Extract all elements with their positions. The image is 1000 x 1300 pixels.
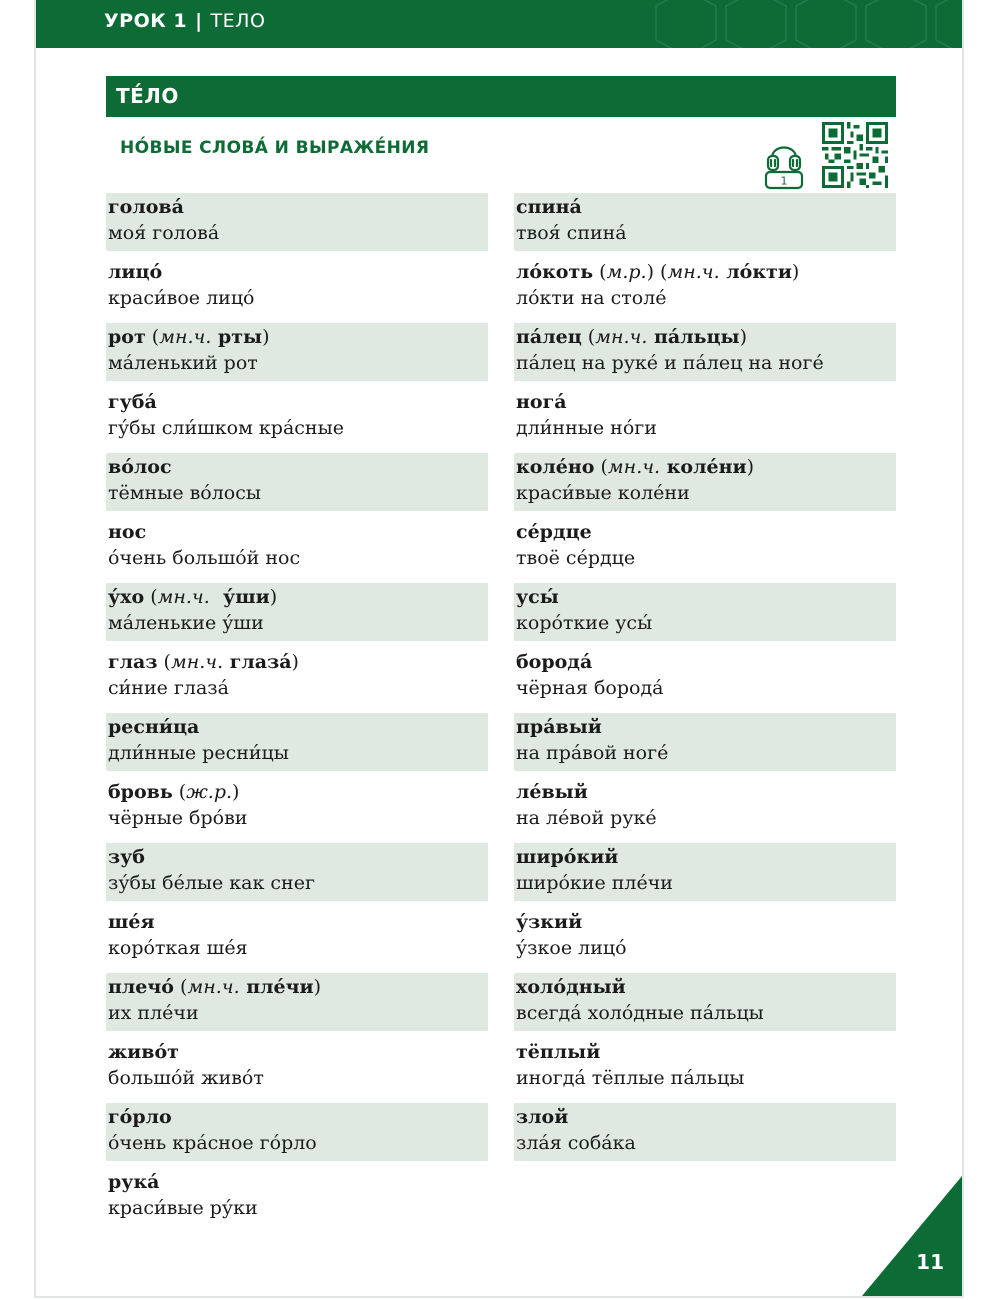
corner-triangle-decoration	[862, 1176, 962, 1296]
vocab-example: па́лец на руке́ и па́лец на ноге́	[516, 352, 824, 374]
vocab-entry	[514, 843, 896, 901]
vocab-entry	[514, 713, 896, 771]
vocab-word: ше́я	[108, 911, 155, 933]
vocab-example: о́чень кра́сное го́рло	[108, 1132, 317, 1154]
grammar-note: (мн.ч.	[581, 326, 648, 348]
vocab-word: во́лос	[108, 456, 172, 478]
vocab-word: ло́коть	[516, 261, 594, 283]
audio-track-number: 1	[780, 174, 788, 188]
vocab-entry	[106, 1168, 488, 1226]
vocab-word: усы́	[516, 586, 559, 608]
vocab-word: нос	[108, 521, 147, 543]
vocab-entry	[106, 1038, 488, 1096]
vocab-entry: рот (мн.ч. рты) ма́ленький рот	[106, 323, 488, 381]
vocab-word: пра́вый	[516, 716, 602, 738]
vocab-word: бровь	[108, 781, 173, 803]
vocab-example: о́чень большо́й нос	[108, 547, 301, 569]
vocab-word: тёплый	[516, 1041, 601, 1063]
vocab-word: у́хо	[108, 586, 145, 608]
vocab-entry	[106, 518, 488, 576]
vocab-entry: у́хо (мн.ч. у́ши) ма́ленькие у́ши	[106, 583, 488, 641]
vocab-example: на пра́вой ноге́	[516, 742, 669, 764]
vocab-example: у́зкое лицо́	[516, 937, 627, 959]
vocab-example: большо́й живо́т	[108, 1067, 264, 1089]
vocab-entry: плечо́ (мн.ч. пле́чи) их пле́чи	[106, 973, 488, 1031]
vocab-example: их пле́чи	[108, 1002, 199, 1024]
qr-code-icon[interactable]	[822, 122, 888, 188]
vocab-example: ма́ленький рот	[108, 352, 258, 374]
vocab-example: дли́нные но́ги	[516, 417, 657, 439]
vocabulary-column-left	[106, 193, 488, 1233]
vocab-example: зу́бы бе́лые как снег	[108, 872, 315, 894]
plural-form: па́льцы	[647, 326, 740, 348]
page-number: 11	[916, 1250, 944, 1274]
vocab-word: голова́	[108, 196, 184, 218]
vocab-word: злой	[516, 1106, 569, 1128]
vocab-word: се́рдце	[516, 521, 592, 543]
plural-form: рты	[211, 326, 263, 348]
page	[34, 0, 964, 1298]
vocab-example: зла́я соба́ка	[516, 1132, 636, 1154]
header-separator: |	[195, 10, 203, 32]
vocab-word: рот	[108, 326, 146, 348]
vocab-word: у́зкий	[516, 911, 583, 933]
vocab-word: го́рло	[108, 1106, 172, 1128]
vocab-example: си́ние глаза́	[108, 677, 229, 699]
vocab-entry	[514, 518, 896, 576]
vocab-word: живо́т	[108, 1041, 179, 1063]
lesson-label	[104, 10, 265, 32]
vocab-example: моя́ голова́	[108, 222, 220, 244]
section-title-bar	[106, 76, 896, 117]
vocab-word: холо́дный	[516, 976, 626, 998]
plural-form: ло́кти	[719, 261, 792, 283]
vocab-example: широ́кие пле́чи	[516, 872, 673, 894]
plural-form: глаза́	[223, 651, 292, 673]
vocab-example: иногда́ тёплые па́льцы	[516, 1067, 745, 1089]
grammar-note: (мн.ч.	[144, 586, 210, 608]
vocab-word: ресни́ца	[108, 716, 200, 738]
vocab-word: борода́	[516, 651, 593, 673]
vocab-example: твоё се́рдце	[516, 547, 636, 569]
headphones-audio-icon[interactable]	[764, 138, 804, 190]
vocab-entry	[106, 388, 488, 446]
lesson-header-bar	[36, 0, 964, 48]
vocab-entry	[514, 583, 896, 641]
vocab-word: губа́	[108, 391, 157, 413]
lesson-number: УРОК 1	[104, 10, 188, 32]
vocab-example: всегда́ холо́дные па́льцы	[516, 1002, 764, 1024]
grammar-note: (мн.ч.	[145, 326, 212, 348]
vocab-example: коро́ткая ше́я	[108, 937, 248, 959]
vocab-entry	[106, 258, 488, 316]
section-subtitle: НО́ВЫЕ СЛОВА́ И ВЫРАЖЕ́НИЯ	[120, 138, 430, 158]
vocabulary-column-right	[514, 193, 896, 1168]
vocab-example: чёрная борода́	[516, 677, 664, 699]
vocab-entry	[514, 973, 896, 1031]
plural-form: коле́ни	[660, 456, 747, 478]
vocab-word: плечо́	[108, 976, 174, 998]
hexagon-pattern-decoration	[646, 0, 964, 48]
vocab-word: лицо́	[108, 261, 163, 283]
vocab-entry	[106, 193, 488, 251]
vocab-word: спина́	[516, 196, 582, 218]
vocab-entry	[514, 648, 896, 706]
vocab-entry	[514, 388, 896, 446]
vocab-entry: па́лец (мн.ч. па́льцы) па́лец на руке́ и па́лец на ноге́	[514, 323, 896, 381]
vocab-word: глаз	[108, 651, 158, 673]
vocab-example: краси́вое лицо́	[108, 287, 255, 309]
plural-form: у́ши	[209, 586, 270, 608]
grammar-note: (м.р.) (мн.ч.	[593, 261, 720, 283]
lesson-topic: ТЕЛО	[210, 10, 266, 32]
vocab-example: гу́бы сли́шком кра́сные	[108, 417, 344, 439]
vocab-example: на ле́вой руке́	[516, 807, 657, 829]
vocab-example: краси́вые коле́ни	[516, 482, 690, 504]
vocab-example: чёрные бро́ви	[108, 807, 248, 829]
vocab-example: краси́вые ру́ки	[108, 1197, 258, 1219]
plural-form: пле́чи	[239, 976, 314, 998]
vocab-example: ло́кти на столе́	[516, 287, 667, 309]
vocab-word: зуб	[108, 846, 145, 868]
vocab-entry	[106, 453, 488, 511]
vocab-entry	[514, 908, 896, 966]
grammar-note: (мн.ч.	[157, 651, 224, 673]
vocab-entry: коле́но (мн.ч. коле́ни) краси́вые коле́ни	[514, 453, 896, 511]
vocab-word: па́лец	[516, 326, 582, 348]
vocab-word: нога́	[516, 391, 567, 413]
section-title: ТЕ́ЛО	[116, 84, 179, 108]
vocab-example: тёмные во́лосы	[108, 482, 262, 504]
grammar-note: (мн.ч.	[594, 456, 661, 478]
vocab-word: коле́но	[516, 456, 595, 478]
vocab-entry	[106, 778, 488, 836]
vocab-entry	[514, 1103, 896, 1161]
vocab-example: твоя́ спина́	[516, 222, 627, 244]
vocab-entry	[514, 778, 896, 836]
vocab-entry	[514, 193, 896, 251]
grammar-note: (ж.р.)	[172, 781, 240, 803]
vocab-example: дли́нные ресни́цы	[108, 742, 289, 764]
vocab-entry	[514, 1038, 896, 1096]
grammar-note: (мн.ч.	[173, 976, 240, 998]
vocab-entry: глаз (мн.ч. глаза́) си́ние глаза́	[106, 648, 488, 706]
vocab-entry	[106, 1103, 488, 1161]
vocab-example: ма́ленькие у́ши	[108, 612, 264, 634]
vocab-entry	[106, 908, 488, 966]
vocab-word: рука́	[108, 1171, 160, 1193]
vocab-example: коро́ткие усы́	[516, 612, 653, 634]
vocab-word: ле́вый	[516, 781, 588, 803]
vocab-entry	[106, 843, 488, 901]
vocab-entry: ло́коть (м.р.) (мн.ч. ло́кти) ло́кти на столе́	[514, 258, 896, 316]
vocab-word: широ́кий	[516, 846, 619, 868]
vocab-entry	[106, 713, 488, 771]
